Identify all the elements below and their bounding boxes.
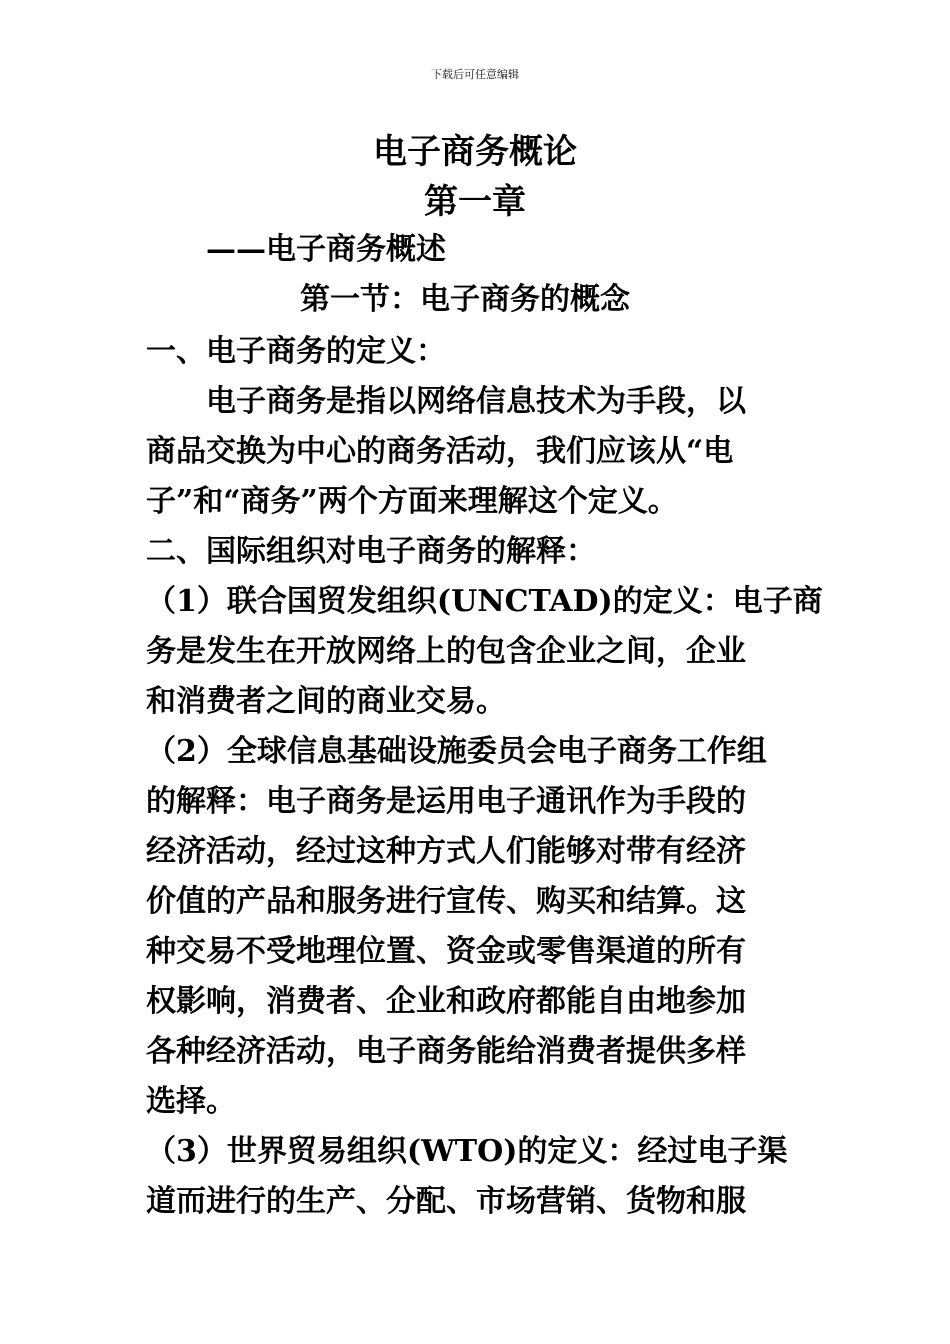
item-gii-line: 各种经济活动，电子商务能给消费者提供多样 xyxy=(146,1034,746,1069)
heading-definition: 一、电子商务的定义： xyxy=(146,334,446,369)
item-gii-line: 价值的产品和服务进行宣传、购买和结算。这 xyxy=(146,884,746,919)
paragraph-line: 电子商务是指以网络信息技术为手段，以 xyxy=(206,384,746,419)
item-gii-line: （2）全球信息基础设施委员会电子商务工作组 xyxy=(146,734,767,769)
paragraph-line: 商品交换为中心的商务活动，我们应该从“电 xyxy=(146,434,734,469)
item-unctad-line: 务是发生在开放网络上的包含企业之间，企业 xyxy=(146,634,746,669)
item-gii-line: 经济活动，经过这种方式人们能够对带有经济 xyxy=(146,834,746,869)
document-title: 电子商务概论 xyxy=(373,132,577,172)
header-note: 下载后可任意编辑 xyxy=(431,68,519,81)
paragraph-line: 子”和“商务”两个方面来理解这个定义。 xyxy=(146,484,678,519)
item-unctad-line: 和消费者之间的商业交易。 xyxy=(146,684,506,719)
item-gii-line: 选择。 xyxy=(146,1084,236,1119)
item-unctad-line: （1）联合国贸发组织(UNCTAD)的定义：电子商 xyxy=(146,584,823,619)
section-title: 第一节：电子商务的概念 xyxy=(300,282,630,317)
item-gii-line: 种交易不受地理位置、资金或零售渠道的所有 xyxy=(146,934,746,969)
heading-international: 二、国际组织对电子商务的解释： xyxy=(146,534,596,569)
item-gii-line: 的解释：电子商务是运用电子通讯作为手段的 xyxy=(146,784,746,819)
item-wto-line: 道而进行的生产、分配、市场营销、货物和服 xyxy=(146,1184,746,1219)
item-wto-line: （3）世界贸易组织(WTO)的定义：经过电子渠 xyxy=(146,1134,788,1169)
chapter-subtitle: ——电子商务概述 xyxy=(206,232,446,267)
chapter-title: 第一章 xyxy=(424,182,526,222)
item-gii-line: 权影响，消费者、企业和政府都能自由地参加 xyxy=(146,984,746,1019)
